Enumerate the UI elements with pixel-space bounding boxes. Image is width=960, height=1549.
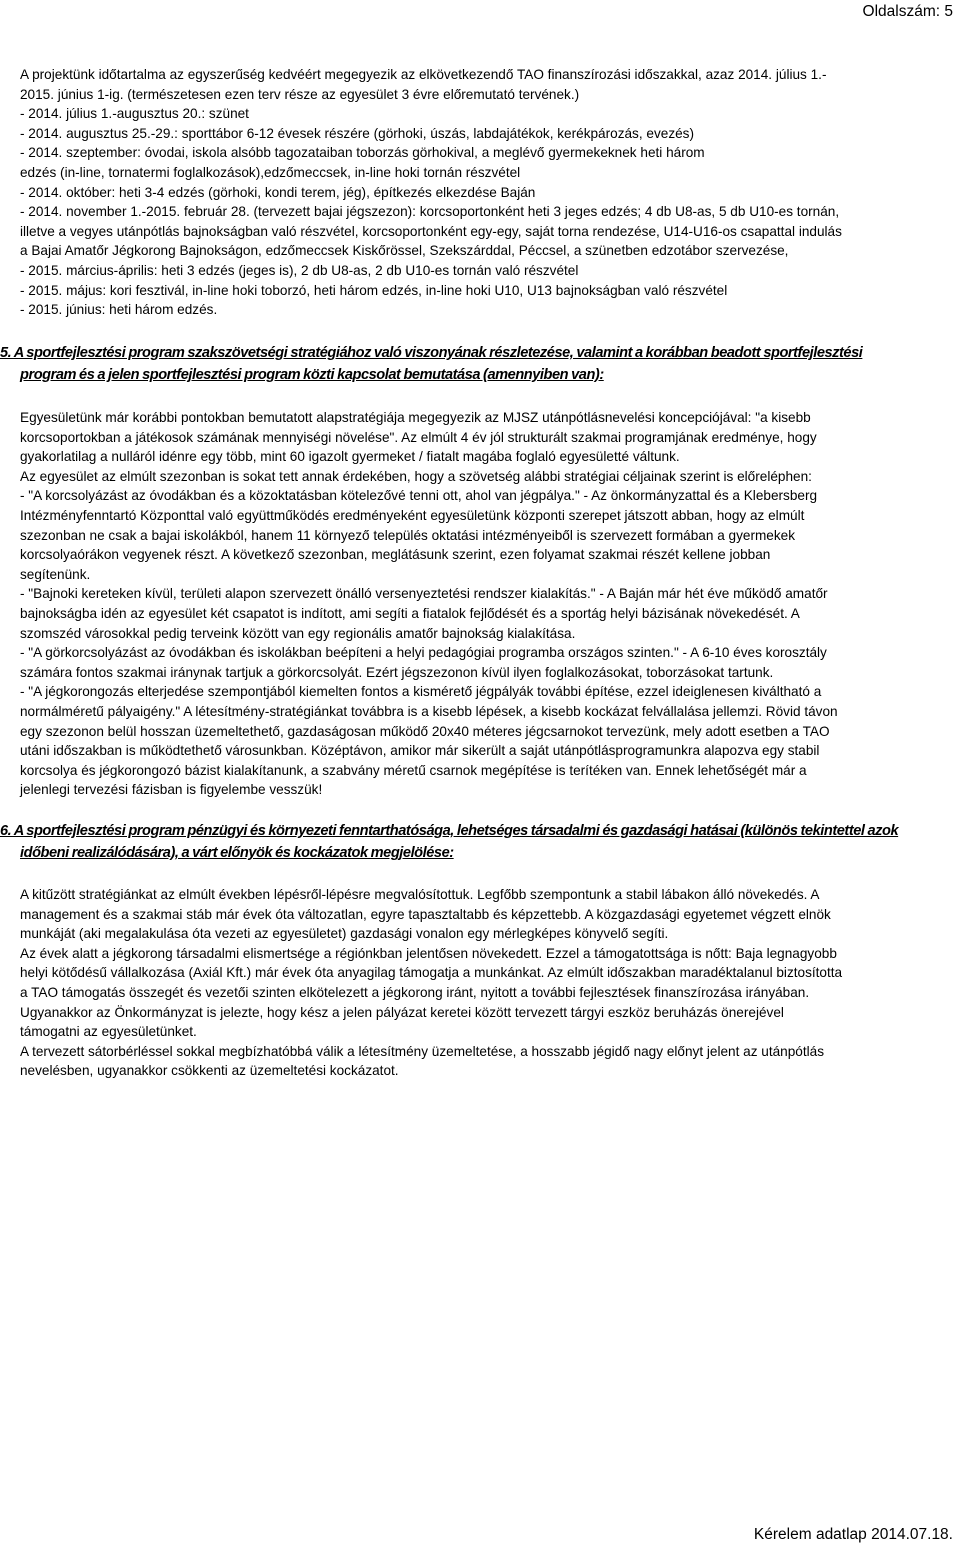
heading-line: 6. A sportfejlesztési program pénzügyi és környezeti fenntarthatósága, lehetséges társadalmi és gazdasági hatásai (különös tekintettel azok	[0, 823, 899, 839]
text-line: segítenünk.	[20, 566, 91, 582]
text-line: Ugyanakkor az Önkormányzat is jelezte, hogy kész a jelen pályázat keretei között tervezett tárgyi eszköz beruházás önerejével	[20, 1004, 784, 1020]
heading-line: időbeni realizálódására), a várt előnyök és kockázatok megjelölése:	[20, 845, 454, 861]
heading-line: program és a jelen sportfejlesztési program közti kapcsolat bemutatása (amennyiben van):	[20, 367, 604, 383]
text-line: - 2014. november 1.-2015. február 28. (tervezett bajai jégszezon): korcsoportonként heti 3 jeges edzés; 4 db U8-as, 5 db U10-es tornán,	[20, 204, 840, 220]
section-6-body	[20, 885, 950, 1081]
text-line: 2015. június 1-ig. (természetesen ezen terv része az egyesület 3 évre előremutató tervének.)	[20, 86, 580, 102]
text-line: - 2015. június: heti három edzés.	[20, 302, 218, 318]
text-line: gyakorlatilag a nulláról idénre egy több, mint 60 igazolt gyermeket / fiatalt magába foglaló egyesületté váltunk.	[20, 449, 680, 465]
text-line: a Bajai Amatőr Jégkorong Bajnokságon, edzőmeccsek Kiskőrössel, Szekszárddal, Péccsel, a szünetben edzotábor szervezése,	[20, 243, 789, 259]
heading-line: 5. A sportfejlesztési program szakszövetségi stratégiához való viszonyának részletezése, valamint a korábban beadott sportfejlesztési	[0, 345, 863, 361]
project-timeline	[20, 65, 950, 320]
text-line: Egyesületünk már korábbi pontokban bemutatott alapstratégiája megegyezik az MJSZ utánpótlásnevelési koncepciójával: "a kisebb	[20, 410, 811, 425]
text-line: Intézményfenntartó Központtal való együttműködés eredményeként egyesületünk központi szerepet játszott abban, hogy az elmúlt	[20, 507, 805, 523]
text-line: illetve a vegyes utánpótlás bajnokságban való részvétel, korcsoportonként egy-egy, saját torna rendezése, U14-U16-os csapattal indulás	[20, 223, 842, 239]
text-line: számára fontos szakmai iránynak tartjuk a görkorcsolyát. Ezért jégszezonon kívül ilyen foglalkozásokat, toborzásokat tartunk.	[20, 664, 774, 680]
text-line: szezonban ne csak a bajai iskolákból, hanem 11 környező település oktatási intézményeiből is szervezett formában a gyermekek	[20, 527, 796, 543]
text-line: management és a szakmai stáb már évek óta változatlan, egyre tapasztaltabb és képzettebb. A közgazdasági egyetemet végzett elnök	[20, 906, 831, 922]
text-line: korcsoportokban a játékosok számának mennyiségi növelése". Az elmúlt 4 év jól strukturált szakmai programjának eredménye, hogy	[20, 429, 817, 445]
text-line: nevelésben, ugyanakkor csökkenti az üzemeltetési kockázatot.	[20, 1063, 399, 1079]
text-line: - "A korcsolyázást az óvodákban és a közoktatásban kötelezővé tenni ott, ahol van jégpálya." - Az önkormányzattal és a Klebersberg	[20, 488, 818, 504]
text-line: A kitűzött stratégiánkat az elmúlt években lépésről-lépésre megvalósítottuk. Legfőbb szempontunk a stabil lábakon álló növekedés. A	[20, 887, 820, 902]
text-line: - 2014. augusztus 25.-29.: sporttábor 6-12 évesek részére (görhoki, úszás, labdajátékok, kerékpározás, evezés)	[20, 125, 695, 141]
text-line: helyi kötődésű vállalkozása (Axiál Kft.) már évek óta anyagilag támogatja a munkánkat. Az elmúlt időszakban maradéktalanul biztosította	[20, 965, 843, 981]
text-line: a TAO támogatás összegét és vezetői szinten elkötelezett a jégkorong iránt, nyitott a további fejlesztések finanszírozása irányában.	[20, 984, 810, 1000]
text-line: jelenlegi tervezési fázisban is figyelembe vesszük!	[20, 782, 323, 798]
text-line: Az egyesület az elmúlt szezonban is sokat tett annak érdekében, hogy a szövetség alábbi stratégiai céljainak szerint is előreléphen:	[20, 468, 812, 484]
text-line: - 2014. szeptember: óvodai, iskola alsóbb tagozataiban toborzás görhokival, a meglévő gyermekeknek heti három	[20, 145, 705, 161]
text-line: normálméretű pályaigény." A létesítmény-stratégiánkat továbbra is a kisebb lépések, a kisebb kockázat felvállalása jellemzi. Rövid távon	[20, 703, 838, 719]
text-line: bajnokságba idén az egyesület két csapatot is indított, ami segíti a fiatalok fejlődését és a sportág helyi bázisának növekedését. A	[20, 605, 800, 621]
text-line: - "A görkorcsolyázást az óvodákban és iskolákban beépíteni a helyi pedagógiai programba országos szinten." - A 6-10 éves korosztály	[20, 645, 827, 661]
text-line: munkáját (aki megalakulása óta vezeti az egyesületet) gazdasági vonalon egy mérlegképes könyvelő segíti.	[20, 926, 669, 942]
text-line: edzés (in-line, tornatermi foglalkozások),edzőmeccsek, in-line hoki tornán részvétel	[20, 164, 521, 180]
text-line: - "A jégkorongozás elterjedése szempontjából kiemelten fontos a kismérető jégpályák további építése, ezzel ideiglenesen kiváltható a	[20, 684, 822, 700]
text-line: egy szezonon belül hosszan üzemeltethető, gazdaságosan működő 20x40 méteres jégcsarnokot tervezünk, mely adott esetben a TAO	[20, 723, 830, 739]
text-line: - "Bajnoki kereteken kívül, területi alapon szervezett önálló versenyeztetési rendszer kialakítás." - A Baján már hét éve működő amatőr	[20, 586, 828, 602]
text-line: korcsolya és jégkorongozó bázist kialakítanunk, a szabvány méretű csarnok megépítése is terítéken van. Ennek lehetőségét már a	[20, 762, 807, 778]
page-number: Oldalszám: 5	[862, 3, 953, 20]
text-line: korcsolyaórákon vegyenek részt. A következő szezonban, meglátásunk szerint, ezen folyamat szakmai részét kellene jobban	[20, 547, 771, 563]
section-5-heading	[0, 342, 960, 386]
text-line: utáni időszakban is működtethető városunkban. Középtávon, amikor már sikerült a saját utánpótlásprogramunkra alapozva egy stabil	[20, 743, 820, 759]
text-line: - 2015. március-április: heti 3 edzés (jeges is), 2 db U8-as, 2 db U10-es tornán való részvétel	[20, 262, 579, 278]
text-line: A tervezett sátorbérléssel sokkal megbízhatóbbá válik a létesítmény üzemeltetése, a hosszabb jégidő nagy előnyt jelent az utánpótlás	[20, 1043, 825, 1059]
text-line: támogatni az egyesületünket.	[20, 1024, 197, 1040]
section-5-body	[20, 408, 950, 800]
text-line: - 2015. május: kori fesztivál, in-line hoki toborzó, heti három edzés, in-line hoki U10, U13 bajnokságban való részvétel	[20, 282, 728, 298]
text-line: Az évek alatt a jégkorong társadalmi elismertsége a régiónkban jelentősen növekedett. Ezzel a támogatottsága is nőtt: Baja legnagyobb	[20, 945, 837, 961]
footer-text: Kérelem adatlap 2014.07.18.	[753, 1526, 953, 1543]
text-line: A projektünk időtartalma az egyszerűség kedvéért megegyezik az elkövetkezendő TAO finanszírozási időszakkal, azaz 2014. július 1.-	[20, 67, 827, 82]
text-line: - 2014. július 1.-augusztus 20.: szünet	[20, 106, 249, 122]
text-line: - 2014. október: heti 3-4 edzés (görhoki, kondi terem, jég), építkezés elkezdése Baján	[20, 184, 536, 200]
section-6-heading	[0, 820, 960, 864]
text-line: szomszéd városokkal pedig terveink között van egy regionális amatőr bajnokság kialakítása.	[20, 625, 576, 641]
